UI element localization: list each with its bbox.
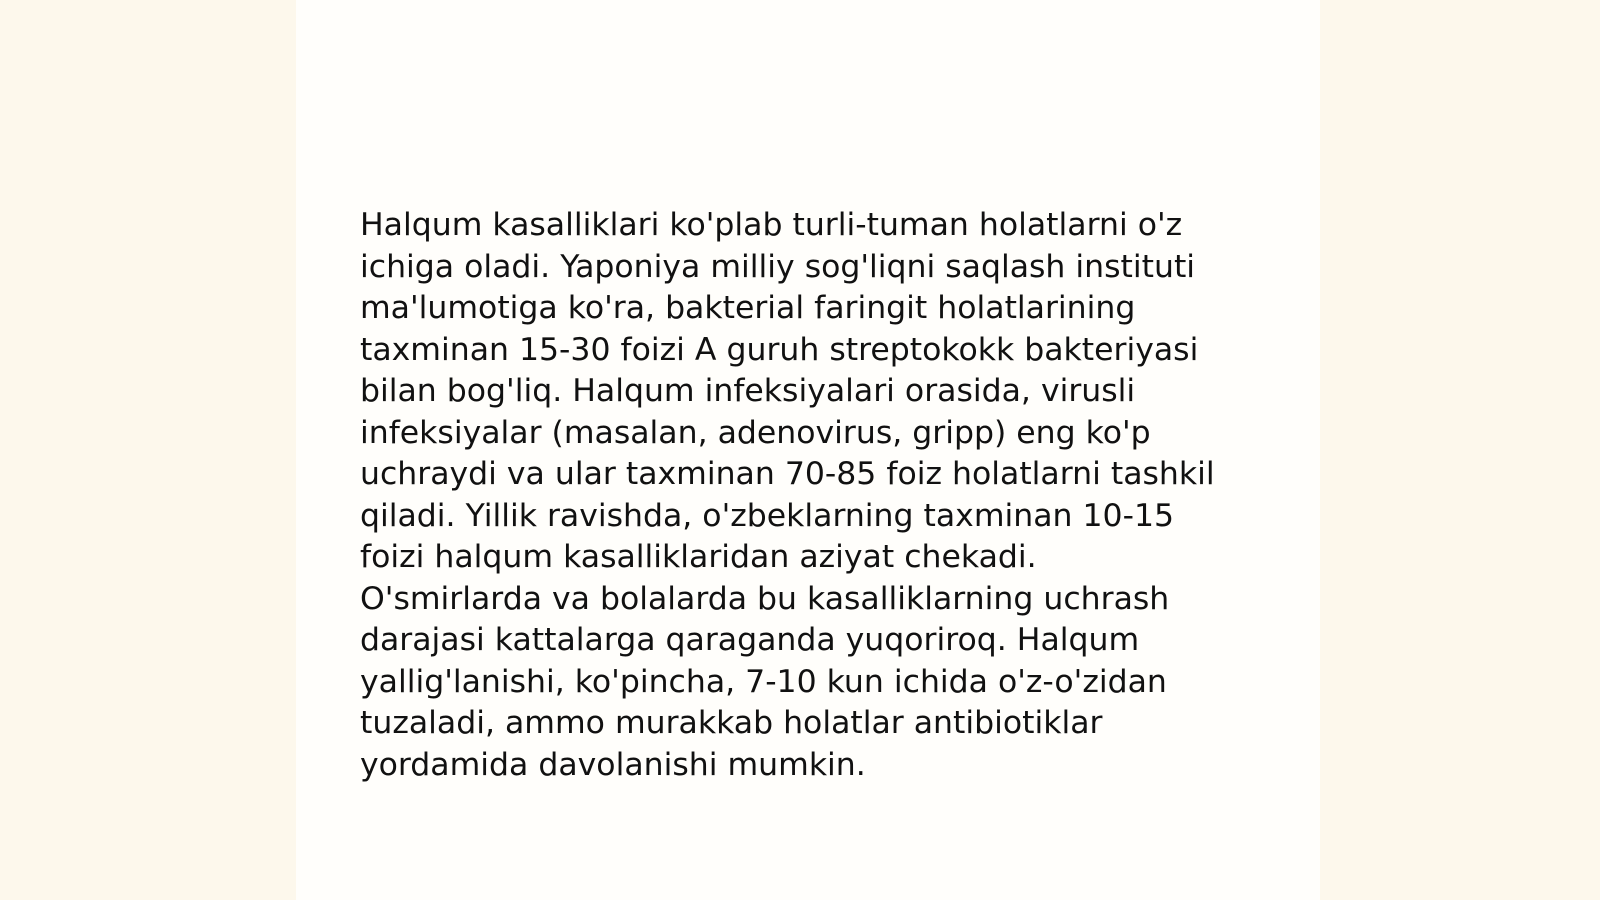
paragraph-line: ma'lumotiga ko'ra, bakterial faringit holatlarining: [360, 290, 1136, 326]
paragraph-line: qiladi. Yillik ravishda, o'zbeklarning taxminan 10-15: [360, 497, 1175, 534]
paragraph-line: darajasi kattalarga qaraganda yuqoriroq. Halqum: [360, 622, 1140, 658]
paragraph-line: uchraydi va ular taxminan 70-85 foiz holatlarni tashkil: [360, 456, 1215, 492]
paragraph-line: tuzaladi, ammo murakkab holatlar antibiotiklar: [360, 705, 1103, 741]
paragraph-line: foizi halqum kasalliklaridan aziyat chekadi.: [360, 539, 1037, 575]
paragraph-line: taxminan 15-30 foizi A guruh streptokokk bakteriyasi: [360, 331, 1199, 368]
paragraph-line: bilan bog'liq. Halqum infeksiyalari orasida, virusli: [360, 373, 1136, 409]
paragraph-line: ichiga oladi. Yaponiya milliy sog'liqni saqlash instituti: [360, 248, 1196, 285]
paragraph-line: O'smirlarda va bolalarda bu kasalliklarning uchrash: [360, 580, 1170, 617]
document-page: [296, 0, 1320, 900]
paragraph-line: infeksiyalar (masalan, adenovirus, gripp) eng ko'p: [360, 414, 1151, 451]
body-paragraph: [360, 205, 1250, 786]
paragraph-line: Halqum kasalliklari ko'plab turli-tuman holatlarni o'z: [360, 207, 1183, 243]
paragraph-line: yordamida davolanishi mumkin.: [360, 746, 866, 783]
paragraph-line: yallig'lanishi, ko'pincha, 7-10 kun ichida o'z-o'zidan: [360, 663, 1167, 700]
